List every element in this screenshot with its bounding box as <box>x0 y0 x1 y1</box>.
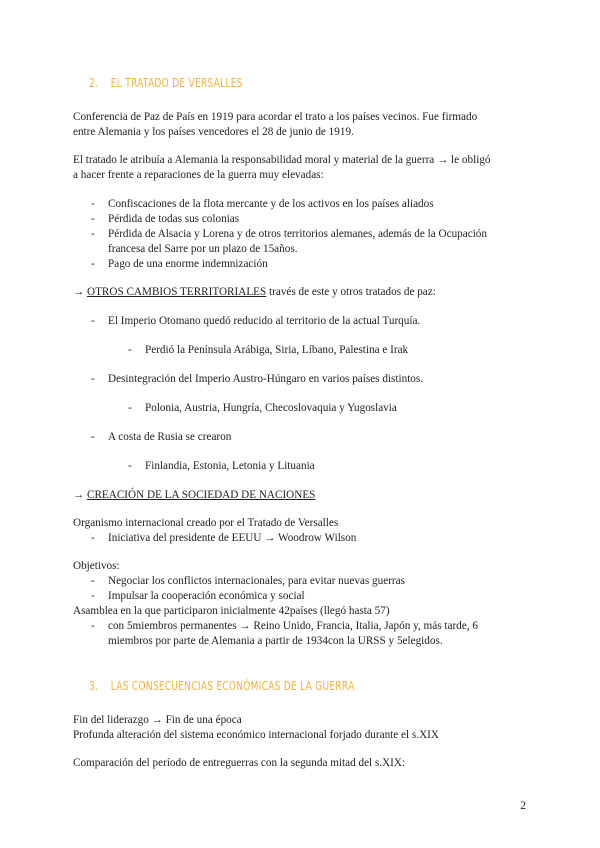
intro-line-1: Conferencia de Paz de País en 1919 para acordar el trato a los países vecinos. Fue firmado <box>73 111 478 123</box>
section-3-heading <box>89 678 355 693</box>
bullet-dash: - <box>128 460 132 472</box>
arrow: → <box>73 489 87 501</box>
bullet-dash: - <box>91 431 95 443</box>
territorial-item: A costa de Rusia se crearon <box>108 431 232 443</box>
territorial-line <box>73 285 436 300</box>
society-initiative: Iniciativa del presidente de EEUU → Woodrow Wilson <box>108 532 357 544</box>
objective-item: Negociar los conflictos internacionales, para evitar nuevas guerras <box>108 575 405 587</box>
economic-line-2: Profunda alteración del sistema económico internacional forjado durante el s.XIX <box>73 729 439 741</box>
society-intro: Organismo internacional creado por el Tratado de Versalles <box>73 517 339 529</box>
reparation-item: Pérdida de todas sus colonias <box>108 213 240 225</box>
bullet-dash: - <box>91 620 95 632</box>
intro-line-2: entre Alemania y los países vencedores el 28 de junio de 1919. <box>73 126 354 138</box>
bullet-dash: - <box>91 315 95 327</box>
society-line <box>73 488 315 503</box>
section-3-number: 3. <box>89 678 99 693</box>
economic-line-3: Comparación del período de entreguerras con la segunda mitad del s.XIX: <box>73 757 406 769</box>
bullet-dash: - <box>91 373 95 385</box>
section-3-title: LAS CONSECUENCIAS ECONÓMICAS DE LA GUERRA <box>110 678 355 693</box>
section-2-number: 2. <box>89 75 99 90</box>
assembly-item-line-2: miembros por parte de Alemania a partir de 1934con la URSS y 5elegidos. <box>108 635 443 647</box>
territorial-item: Desintegración del Imperio Austro-Húngaro en varios países distintos. <box>108 373 424 385</box>
assembly-line: Asamblea en la que participaron inicialmente 42países (llegó hasta 57) <box>73 605 390 617</box>
territorial-item: El Imperio Otomano quedó reducido al territorio de la actual Turquía. <box>108 315 421 327</box>
bullet-dash: - <box>91 590 95 602</box>
reparation-item: Pérdida de Alsacia y Lorena y de otros territorios alemanes, además de la Ocupación <box>108 228 487 240</box>
bullet-dash: - <box>91 532 95 544</box>
territorial-subitem: Polonia, Austria, Hungría, Checoslovaquia y Yugoslavia <box>145 402 397 414</box>
bullet-dash: - <box>91 575 95 587</box>
bullet-dash: - <box>91 228 95 240</box>
bullet-dash: - <box>91 258 95 270</box>
assembly-item-line-1: con 5miembros permanentes → Reino Unido, Francia, Italia, Japón y, más tarde, 6 <box>108 620 478 632</box>
economic-line-1: Fin del liderazgo → Fin de una época <box>73 714 242 726</box>
arrow: → <box>73 286 87 298</box>
reparation-item: Confiscaciones de la flota mercante y de los activos en los países aliados <box>108 198 434 210</box>
section-2-heading <box>89 75 243 90</box>
territorial-heading: OTROS CAMBIOS TERRITORIALES <box>86 286 267 298</box>
bullet-dash: - <box>128 402 132 414</box>
section-2-title: EL TRATADO DE VERSALLES <box>110 75 243 90</box>
society-heading: CREACIÓN DE LA SOCIEDAD DE NACIONES <box>86 489 316 501</box>
bullet-dash: - <box>91 198 95 210</box>
responsibility-line-1: El tratado le atribuía a Alemania la responsabilidad moral y material de la guerra → le obligó <box>73 154 491 166</box>
responsibility-line-2: a hacer frente a reparaciones de la guerra muy elevadas: <box>73 169 324 181</box>
territorial-rest: través de este y otros tratados de paz: <box>266 286 436 298</box>
territorial-subitem: Finlandia, Estonia, Letonia y Lituania <box>145 460 315 472</box>
bullet-dash: - <box>91 213 95 225</box>
bullet-dash: - <box>128 344 132 356</box>
territorial-subitem: Perdió la Península Arábiga, Siria, Líbano, Palestina e Irak <box>145 344 409 356</box>
reparation-item: Pago de una enorme indemnización <box>108 258 268 270</box>
reparation-item-continued: francesa del Sarre por un plazo de 15años. <box>108 243 298 255</box>
objective-item: Impulsar la cooperación económica y social <box>108 590 305 602</box>
page-number: 2 <box>520 800 526 812</box>
objectives-label: Objetivos: <box>73 560 120 572</box>
